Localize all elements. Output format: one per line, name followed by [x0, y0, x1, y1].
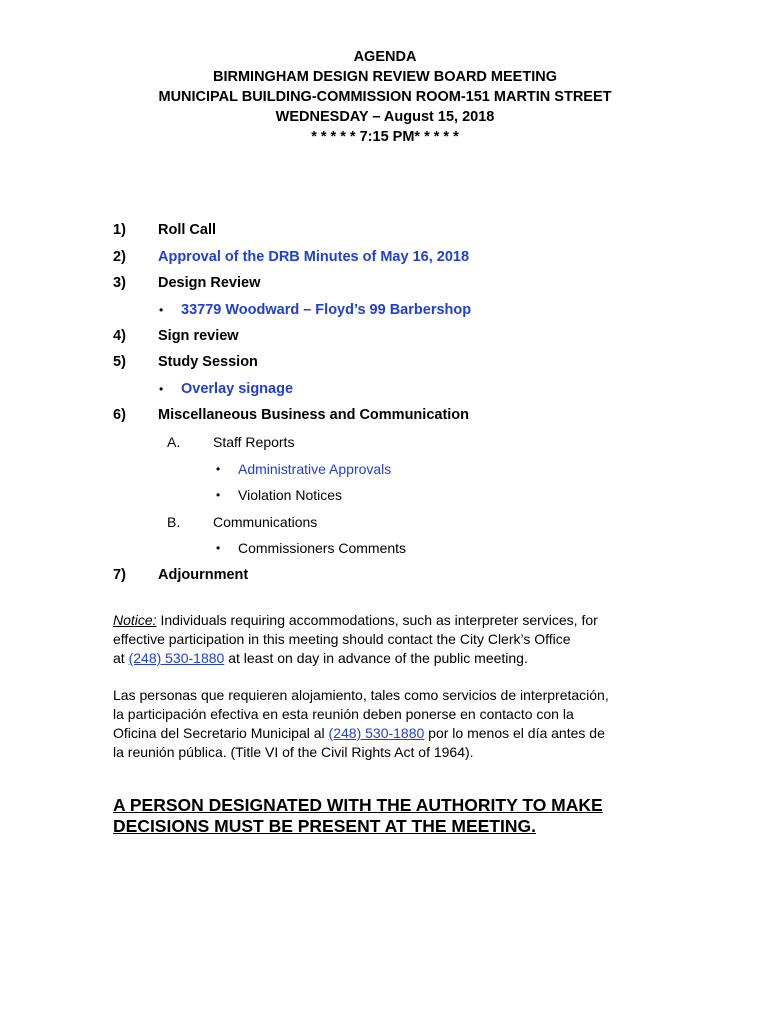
item-label: Roll Call [158, 222, 217, 238]
agenda-header [0, 47, 770, 147]
header-time: * * * * * 7:15 PM* * * * * [311, 129, 459, 145]
item-label: Study Session [158, 354, 258, 370]
spanish-text: la reunión pública. (Title VI of the Civil Rights Act of 1964). [113, 744, 474, 760]
header-board: BIRMINGHAM DESIGN REVIEW BOARD MEETING [213, 69, 557, 85]
footer-line: DECISIONS MUST BE PRESENT AT THE MEETING. [113, 816, 536, 836]
approval-minutes-link[interactable]: Approval of the DRB Minutes of May 16, 2018 [158, 249, 470, 265]
notice-text: effective participation in this meeting should contact the City Clerk’s Office [113, 631, 571, 647]
spanish-text: Oficina del Secretario Municipal al [113, 725, 329, 741]
bullet-icon: • [216, 462, 221, 476]
item-number: 7) [113, 567, 126, 583]
item-label: Sign review [158, 328, 239, 344]
item-number: 5) [113, 354, 126, 370]
clerk-phone-link-spanish[interactable]: (248) 530-1880 [328, 725, 425, 741]
notice-label: Notice: [113, 612, 157, 628]
notice-text: at least on day in advance of the public meeting. [224, 650, 528, 666]
item-number: 3) [113, 275, 126, 291]
item-label: Design Review [158, 275, 261, 291]
spanish-notice-paragraph [113, 686, 653, 762]
item-number: 1) [113, 222, 126, 238]
notice-text: at [113, 650, 129, 666]
sub-item-label: Communications [213, 514, 318, 530]
commissioners-comments-label: Commissioners Comments [238, 540, 407, 556]
bullet-icon: • [159, 382, 164, 396]
sub-item-label: Staff Reports [213, 434, 295, 450]
notice-text: Individuals requiring accommodations, such as interpreter services, for [156, 612, 598, 628]
sub-item-letter: B. [167, 514, 181, 530]
header-date: WEDNESDAY – August 15, 2018 [275, 109, 495, 125]
header-location: MUNICIPAL BUILDING-COMMISSION ROOM-151 MARTIN STREET [158, 89, 612, 105]
spanish-text: Las personas que requieren alojamiento, tales como servicios de interpretación, [113, 687, 609, 703]
item-label: Adjournment [158, 567, 249, 583]
item-number: 4) [113, 328, 126, 344]
bullet-icon: • [216, 541, 221, 555]
notice-paragraph [113, 611, 653, 668]
woodward-barbershop-link[interactable]: 33779 Woodward – Floyd’s 99 Barbershop [181, 302, 472, 318]
footer-line: A PERSON DESIGNATED WITH THE AUTHORITY TO MAKE [113, 795, 603, 815]
item-number: 6) [113, 407, 126, 423]
violation-notices-label: Violation Notices [238, 487, 343, 503]
clerk-phone-link[interactable]: (248) 530-1880 [128, 650, 225, 666]
overlay-signage-link[interactable]: Overlay signage [181, 381, 294, 397]
bullet-icon: • [216, 488, 221, 502]
header-title: AGENDA [353, 49, 417, 65]
item-number: 2) [113, 249, 126, 265]
spanish-text: la participación efectiva en esta reunión deben ponerse en contacto con la [113, 706, 574, 722]
spanish-text: por lo menos el día antes de [424, 725, 605, 741]
item-label: Miscellaneous Business and Communication [158, 407, 470, 423]
bullet-icon: • [159, 303, 164, 317]
authority-requirement-note [113, 795, 603, 837]
administrative-approvals-link[interactable]: Administrative Approvals [238, 461, 392, 477]
sub-item-letter: A. [167, 434, 181, 450]
